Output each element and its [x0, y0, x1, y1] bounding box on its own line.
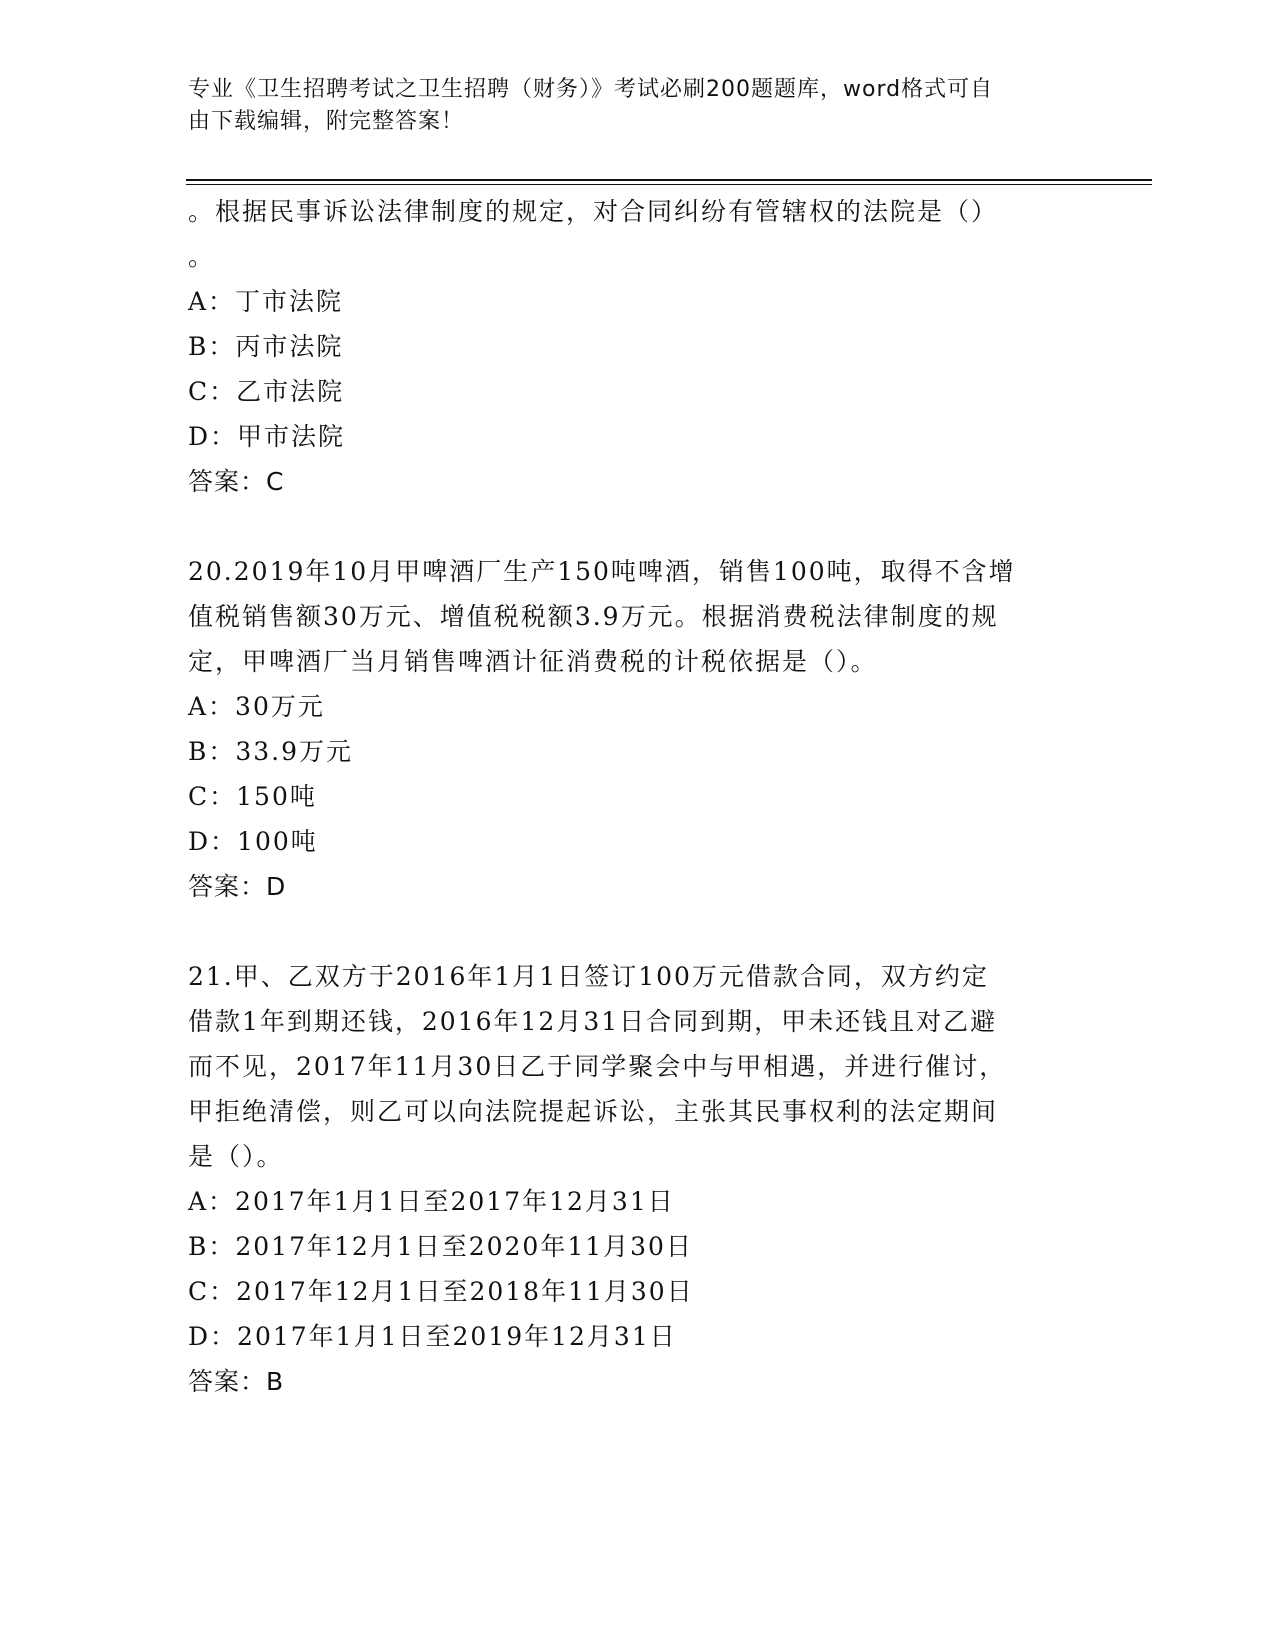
option-a: A：丁市法院	[188, 287, 344, 316]
question-21	[188, 954, 1078, 1404]
question-20	[188, 549, 1078, 909]
answer-line: 答案：C	[188, 467, 285, 496]
question-stem-line: 。根据民事诉讼法律制度的规定，对合同纠纷有管辖权的法院是（）	[188, 197, 999, 226]
question-stem-line: 定，甲啤酒厂当月销售啤酒计征消费税的计税依据是（）。	[188, 647, 878, 676]
header-line-2: 由下载编辑，附完整答案！	[188, 109, 465, 134]
option-b: B：33.9万元	[188, 737, 354, 766]
option-b: B：丙市法院	[188, 332, 344, 361]
option-b: B：2017年12月1日至2020年11月30日	[188, 1232, 693, 1261]
option-c: C：乙市法院	[188, 377, 345, 406]
option-a: A：2017年1月1日至2017年12月31日	[188, 1187, 675, 1216]
question-spacer	[188, 909, 1078, 954]
question-stem-line: 20.2019年10月甲啤酒厂生产150吨啤酒，销售100吨，取得不含增	[188, 557, 1016, 586]
question-stem-line: 是（）。	[188, 1142, 284, 1171]
question-stem-line: 而不见，2017年11月30日乙于同学聚会中与甲相遇，并进行催讨，	[188, 1052, 1007, 1081]
question-stem-line: 值税销售额30万元、增值税税额3.9万元。根据消费税法律制度的规	[188, 602, 999, 631]
option-a: A：30万元	[188, 692, 325, 721]
question-stem-line: 甲拒绝清偿，则乙可以向法院提起诉讼，主张其民事权利的法定期间	[188, 1097, 999, 1126]
option-c: C：2017年12月1日至2018年11月30日	[188, 1277, 694, 1306]
question-spacer	[188, 504, 1078, 549]
header-line-1: 专业《卫生招聘考试之卫生招聘（财务）》考试必刷200题题库，word格式可自	[188, 77, 994, 102]
document-header	[188, 74, 1068, 138]
question-stem-line: 借款1年到期还钱，2016年12月31日合同到期，甲未还钱且对乙避	[188, 1007, 998, 1036]
option-d: D：甲市法院	[188, 422, 346, 451]
answer-line: 答案：B	[188, 1367, 285, 1396]
header-divider-thin	[186, 184, 1152, 185]
option-d: D：100吨	[188, 827, 318, 856]
question-stem-line: 21.甲、乙双方于2016年1月1日签订100万元借款合同，双方约定	[188, 962, 989, 991]
question-list	[188, 189, 1078, 1404]
header-divider-thick	[186, 179, 1152, 181]
question-stem-line: 。	[188, 242, 216, 271]
answer-line: 答案：D	[188, 872, 287, 901]
option-c: C：150吨	[188, 782, 317, 811]
option-d: D：2017年1月1日至2019年12月31日	[188, 1322, 677, 1351]
question-19	[188, 189, 1078, 504]
